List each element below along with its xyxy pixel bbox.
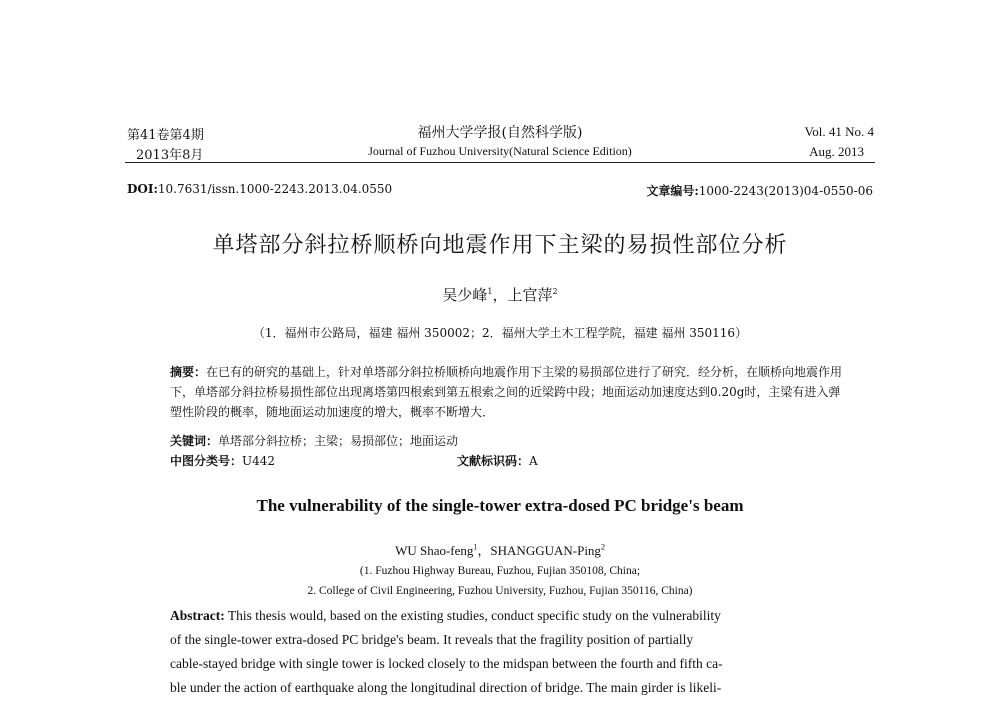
article-number	[646, 182, 873, 199]
document-code-value: A	[529, 454, 538, 468]
header-rule	[125, 162, 875, 163]
authors-en	[0, 540, 1000, 559]
abstract-cn-text: 在已有的研究的基础上，针对单塔部分斜拉桥顺桥向地震作用下主梁的易损部位进行了研究．经分析，在顺桥向地震作用下，单塔部分斜拉桥易损性部位出现离塔第四根索到第五根索之间的近梁跨中段；地面运动加速度达到0.20g时，主梁有进入弹塑性阶段的概率，随地面运动加速度的增大，概率不断增大．	[170, 365, 843, 419]
clc-label: 中图分类号：	[170, 454, 243, 468]
volume-issue-en: Vol. 41 No. 4	[804, 124, 874, 139]
author-2-affil-mark: 2	[552, 287, 558, 296]
keywords-cn-label: 关键词：	[170, 434, 219, 448]
abstract-cn-label: 摘要：	[170, 365, 207, 379]
author-1-cn: 吴少峰	[442, 286, 488, 304]
article-number-value: 1000-2243(2013)04-0550-06	[698, 184, 873, 198]
journal-name-cn: 福州大学学报(自然科学版)	[417, 125, 583, 141]
abstract-en-line-4: ble under the action of earthquake along the longitudinal direction of bridge. The main girder is likeli-	[170, 680, 722, 695]
clc-value: U442	[242, 454, 276, 468]
affiliation-en-2: 2. College of Civil Engineering, Fuzhou University, Fuzhou, Fujian 350116, China)	[307, 585, 693, 597]
article-number-label: 文章编号:	[646, 184, 699, 198]
author-2-en-affil-mark: 2	[600, 542, 605, 552]
paper-title-en: The vulnerability of the single-tower extra-dosed PC bridge's beam	[256, 496, 744, 515]
keywords-cn	[170, 431, 850, 451]
affiliations-cn: （1．福州市公路局，福建 福州 350002；2．福州大学土木工程学院，福建 福州 350116）	[252, 326, 748, 340]
abstract-en-line-2: of the single-tower extra-dosed PC bridge's beam. It reveals that the fragility position of partially	[170, 632, 694, 647]
affiliation-en-1: (1. Fuzhou Highway Bureau, Fuzhou, Fujian 350108, China;	[359, 565, 641, 577]
journal-name-en: Journal of Fuzhou University(Natural Science Edition)	[368, 144, 632, 158]
author-1-en: WU Shao-feng	[395, 543, 474, 558]
author-1-affil-mark: 1	[487, 287, 493, 296]
author-1-en-affil-mark: 1	[473, 542, 478, 552]
date-en: Aug. 2013	[809, 144, 864, 159]
paper-title-cn: 单塔部分斜拉桥顺桥向地震作用下主梁的易损性部位分析	[212, 233, 788, 258]
author-separator: ，	[492, 286, 508, 304]
abstract-en-line-3: cable-stayed bridge with single tower is locked closely to the midspan between the fourth and fifth ca-	[170, 656, 723, 671]
doi-value: 10.7631/issn.1000-2243.2013.04.0550	[157, 182, 393, 196]
authors-cn	[0, 284, 1000, 305]
author-2-cn: 上官萍	[507, 286, 553, 304]
author-en-separator: ，	[477, 543, 491, 558]
date-cn: 2013年8月	[136, 148, 204, 163]
abstract-en-line-1	[170, 608, 721, 624]
volume-issue-cn: 第41卷第4期	[127, 128, 204, 143]
document-code-label: 文献标识码：	[457, 454, 530, 468]
abstract-en-label: Abstract:	[170, 608, 225, 623]
doi-label: DOI:	[127, 182, 158, 196]
abstract-cn	[170, 362, 850, 422]
abstract-en-text-1: This thesis would, based on the existing studies, conduct specific study on the vulnerability	[227, 608, 721, 623]
author-2-en: SHANGGUAN-Ping	[490, 543, 601, 558]
document-code	[457, 451, 657, 471]
keywords-cn-text: 单塔部分斜拉桥；主梁；易损部位；地面运动	[218, 434, 459, 448]
doi	[127, 182, 392, 196]
